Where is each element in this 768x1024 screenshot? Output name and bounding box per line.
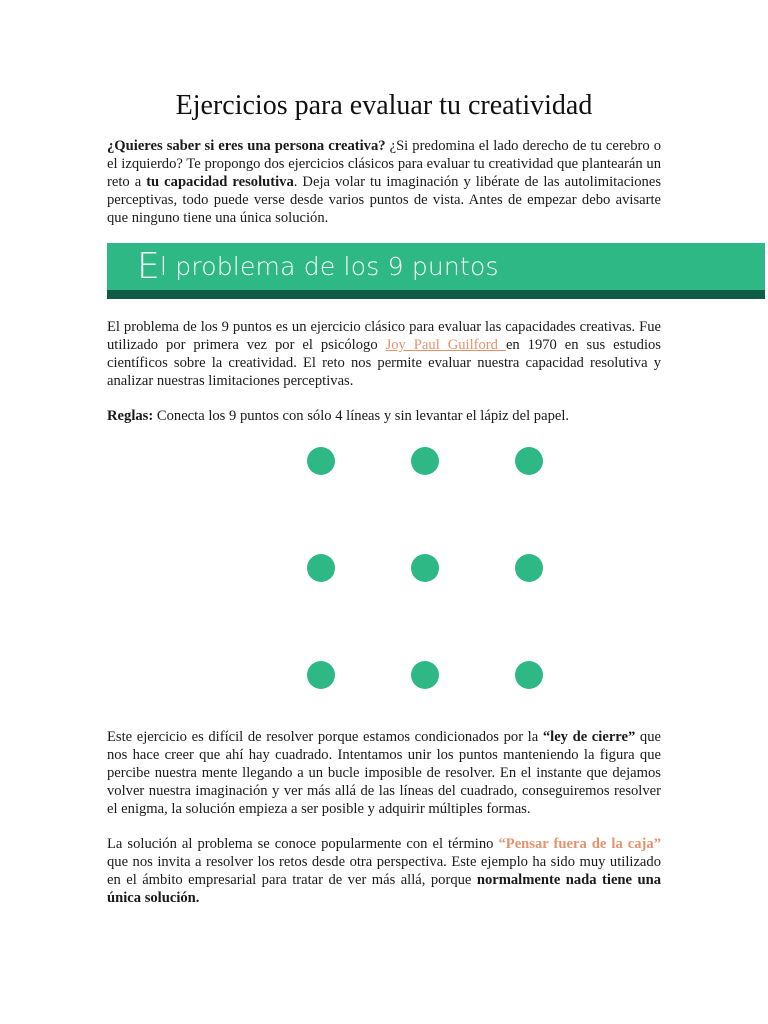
dot-r1-c3 (515, 447, 543, 475)
dot-r1-c1 (307, 447, 335, 475)
dot-r3-c1 (307, 661, 335, 689)
dot-r2-c2 (411, 554, 439, 582)
banner-rest: l problema de los 9 puntos (159, 252, 499, 281)
pensar-fuera-caja: “Pensar fuera de la caja” (498, 836, 661, 852)
solution-text-1: La solución al problema se conoce popularmente con el término (107, 836, 499, 852)
problem-text-1: El problema de los 9 puntos es un ejercicio clásico para evaluar las capacidades creativas. Fue utilizado por primera vez por el psicólogo (107, 319, 661, 353)
intro-text-2: . Deja volar tu imaginación y libérate de las autolimitaciones perceptivas, todo puede verse desde varios puntos de vista. Antes de empezar debo avisarte que ninguno tiene una única solución. (107, 174, 662, 226)
dot-r1-c2 (411, 447, 439, 475)
banner-first-letter: E (137, 246, 160, 287)
rules-text: Conecta los 9 puntos con sólo 4 líneas y sin levantar el lápiz del papel. (153, 408, 570, 424)
rules-label: Reglas: (107, 408, 154, 424)
solution-text-2: que nos invita a resolver los retos desde otra perspectiva. Este ejemplo ha sido muy utilizado en el ámbito empresarial para tratar de ver más allá, porque (107, 854, 661, 888)
intro-text-1: ¿Si predomina el lado derecho de tu cerebro o el izquierdo? Te propongo dos ejercicios clásicos para evaluar tu creatividad que plantearán un reto a (107, 138, 661, 190)
page-title: Ejercicios para evaluar tu creatividad (175, 90, 593, 121)
explanation-paragraph (107, 728, 661, 818)
dot-r2-c3 (515, 554, 543, 582)
explanation-text-2: que nos hace creer que ahí hay cuadrado. Intentamos unir los puntos manteniendo la figura que percibe nuestra mente llegando a un bucle imposible de resolver. En el instante que dejamos volver nuestra imaginación y ver más allá de las líneas del cuadrado, conseguiremos resolver el enigma, la solución empieza a ser posible y adquirir múltiples formas. (107, 729, 661, 817)
guilford-link[interactable]: Joy Paul Guilford (385, 337, 506, 353)
solution-paragraph (107, 835, 661, 907)
problem-paragraph (107, 318, 661, 390)
intro-paragraph (107, 137, 661, 227)
rules-paragraph (107, 407, 661, 425)
problem-text-2: en 1970 en sus estudios científicos sobre la creatividad. El reto nos permite evaluar nuestra capacidad resolutiva y analizar nuestras limitaciones perceptivas. (107, 337, 661, 389)
intro-question: ¿Quieres saber si eres una persona creativa? (107, 138, 386, 154)
dot-r3-c3 (515, 661, 543, 689)
section-banner (107, 243, 765, 299)
explanation-text-1: Este ejercicio es difícil de resolver porque estamos condicionados por la (107, 729, 543, 745)
dot-r3-c2 (411, 661, 439, 689)
intro-capacity: tu capacidad resolutiva (146, 174, 294, 190)
dot-r2-c1 (307, 554, 335, 582)
ley-de-cierre: “ley de cierre” (542, 729, 636, 745)
banner-title (137, 246, 499, 287)
solution-bold-end: normalmente nada tiene una única solución. (107, 872, 661, 906)
